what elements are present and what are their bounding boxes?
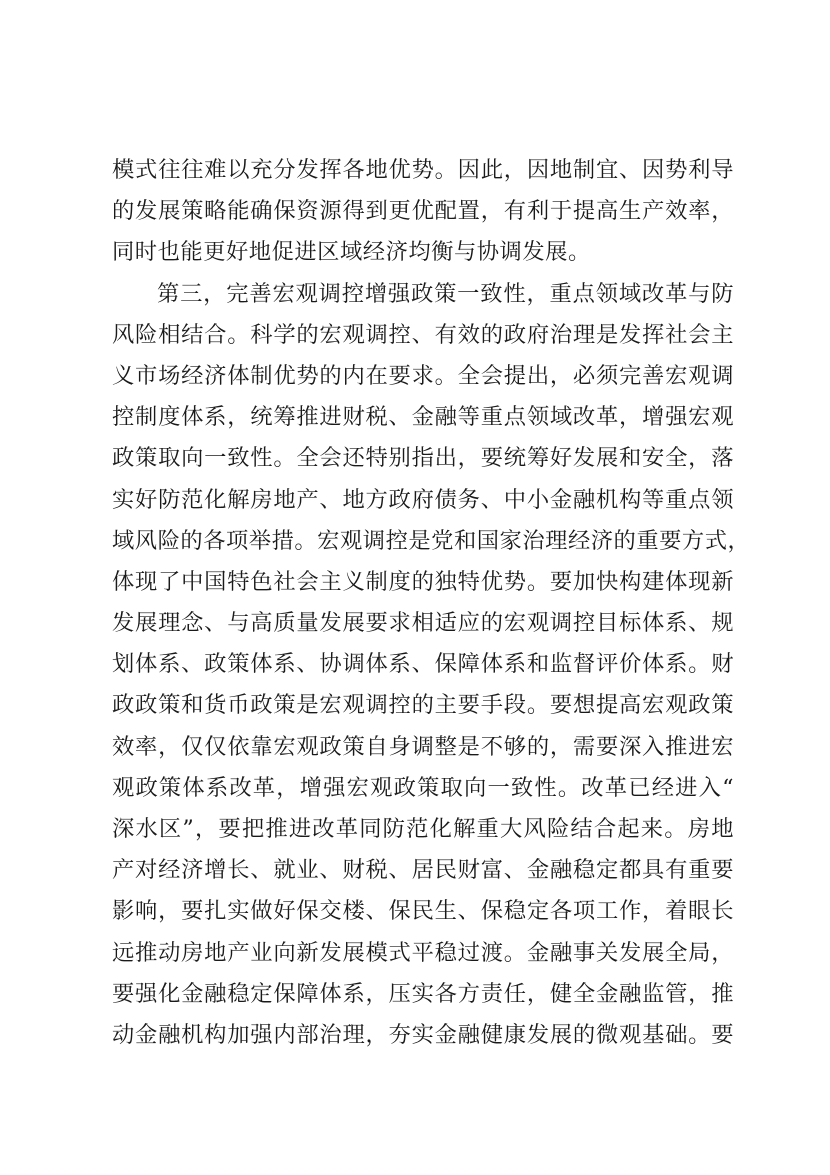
text-line: 的发展策略能确保资源得到更优配置，有利于提高生产效率， xyxy=(112,198,734,225)
text-line: 发展理念、与高质量发展要求相适应的宏观调控目标体系、规 xyxy=(112,610,734,637)
text-line: 模式往往难以充分发挥各地优势。因此，因地制宜、因势利导 xyxy=(112,157,734,183)
text-line: 体现了中国特色社会主义制度的独特优势。要加快构建体现新 xyxy=(112,568,734,595)
text-line: 控制度体系，统筹推进财税、金融等重点领域改革，增强宏观 xyxy=(112,404,734,431)
text-line: 深水区”，要把推进改革同防范化解重大风险结合起来。房地 xyxy=(112,816,734,842)
text-line: 实好防范化解房地产、地方政府债务、中小金融机构等重点领 xyxy=(112,486,734,513)
text-line: 政策取向一致性。全会还特别指出，要统筹好发展和安全，落 xyxy=(112,445,734,472)
text-line: 划体系、政策体系、协调体系、保障体系和监督评价体系。财 xyxy=(112,651,734,678)
text-line: 动金融机构加强内部治理，夯实金融健康发展的微观基础。要 xyxy=(112,1021,734,1048)
text-line: 要强化金融稳定保障体系，压实各方责任，健全金融监管，推 xyxy=(112,980,734,1007)
text-line: 观政策体系改革，增强宏观政策取向一致性。改革已经进入“ xyxy=(112,774,734,801)
text-line: 义市场经济体制优势的内在要求。全会提出，必须完善宏观调 xyxy=(112,362,734,389)
text-line: 效率，仅仅依靠宏观政策自身调整是不够的，需要深入推进宏 xyxy=(112,733,734,760)
text-line: 影响，要扎实做好保交楼、保民生、保稳定各项工作，着眼长 xyxy=(112,898,734,925)
text-line: 远推动房地产业向新发展模式平稳过渡。金融事关发展全局， xyxy=(112,939,734,966)
text-line: 风险相结合。科学的宏观调控、有效的政府治理是发挥社会主 xyxy=(112,321,734,348)
text-line: 政政策和货币政策是宏观调控的主要手段。要想提高宏观政策 xyxy=(112,692,734,719)
text-line: 同时也能更好地促进区域经济均衡与协调发展。 xyxy=(112,239,591,266)
body-text xyxy=(112,150,751,1056)
text-line: 域风险的各项举措。宏观调控是党和国家治理经济的重要方式， xyxy=(112,527,751,554)
text-line: 产对经济增长、就业、财税、居民财富、金融稳定都具有重要 xyxy=(112,857,734,884)
paragraph-first-line: 第三，完善宏观调控增强政策一致性，重点领域改革与防 xyxy=(157,280,734,307)
